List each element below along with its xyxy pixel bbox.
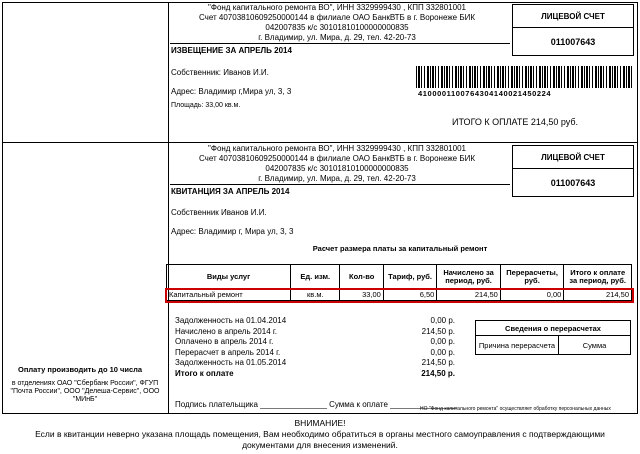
pay-until: Оплату производить до 10 числа (18, 365, 143, 374)
frame-right (637, 2, 638, 414)
footer-text-2: документами для внесения изменений. (242, 440, 398, 450)
th-accrued: Начислено за период, руб. (437, 265, 501, 290)
footer-text-1: Если в квитанции неверно указана площадь помещения, Вам необходимо обратиться в органы местного самоуправления с подтверждающими (35, 429, 605, 439)
summary-label: Оплачено в апрель 2014 г. (175, 337, 274, 346)
summary-row (175, 316, 455, 327)
notice-address: Адрес: Владимир г,Мира ул, 3, 3 (171, 87, 292, 96)
summary-value: 214,50 р. (421, 326, 455, 336)
frame-left (2, 2, 3, 414)
footer-warning: ВНИМАНИЕ! (294, 418, 346, 428)
th-unit: Ед. изм. (291, 265, 340, 290)
recalc-col-reason: Причина перерасчета (476, 336, 559, 355)
notice-account-number: 011007643 (550, 37, 596, 47)
summary-row (175, 327, 455, 338)
receipt-payee-4: г. Владимир, ул. Мира, д. 29, тел. 42-20-73 (258, 174, 416, 183)
summary-table (175, 316, 455, 379)
bank-list: в отделениях ОАО "Сбербанк России", ФГУП "Почта России", ООО "Делеша-Сервис", ООО "МИнБ" (10, 380, 160, 403)
notice-payee-underline (170, 43, 510, 44)
summary-row-total (175, 369, 455, 380)
summary-label: Задолженность на 01.04.2014 (175, 316, 287, 325)
recalc-col-sum: Сумма (559, 336, 631, 355)
service-table (166, 264, 632, 301)
cell-qty: 33,00 (340, 290, 383, 301)
notice-area: Площадь: 33,00 кв.м. (171, 102, 241, 109)
summary-label: Итого к оплате (175, 368, 234, 378)
cell-service: Капитальный ремонт (167, 290, 291, 301)
cell-recalc: 0,00 (500, 290, 564, 301)
consent-note: НО "Фонд капитального ремонта" осуществляет обработку персональных данных (420, 406, 611, 412)
receipt-payee-underline (170, 184, 510, 185)
notice-owner: Собственник: Иванов И.И. (171, 68, 269, 77)
cut-line (2, 142, 638, 143)
summary-value: 214,50 р. (421, 368, 455, 378)
receipt-account-divider (513, 168, 633, 169)
summary-row (175, 358, 455, 369)
summary-label: Перерасчет в апрель 2014 г. (175, 347, 281, 357)
cell-unit: кв.м. (291, 290, 340, 301)
receipt-payee-3: 042007835 к/с 30101810100000000835 (265, 164, 409, 173)
notice-payee-3: 042007835 к/с 30101810100000000835 (265, 23, 409, 32)
cell-accrued: 214,50 (437, 290, 501, 301)
th-service: Виды услуг (167, 265, 291, 290)
notice-payee-2: Счет 40703810609250000144 в филиале ОАО БанкВТБ в г. Воронеже БИК (198, 13, 475, 22)
summary-value: 0,00 р. (430, 347, 455, 357)
notice-total: ИТОГО К ОПЛАТЕ 214,50 руб. (452, 117, 579, 127)
summary-label: Начислено в апрель 2014 г. (175, 326, 278, 336)
summary-value: 0,00 р. (430, 337, 455, 346)
recalc-title: Сведения о перерасчетах (476, 321, 631, 336)
signature-line: Подпись плательщика _______________ Сумма к оплате _______________ (175, 400, 457, 409)
summary-row (175, 348, 455, 359)
th-total: Итого к оплате за период, руб. (564, 265, 632, 290)
th-tariff: Тариф, руб. (383, 265, 436, 290)
cell-total: 214,50 (564, 290, 632, 301)
column-divider (168, 2, 169, 414)
table-row (167, 290, 632, 301)
cell-tariff: 6,50 (383, 290, 436, 301)
th-recalc: Перерасчеты, руб. (500, 265, 564, 290)
barcode (416, 66, 632, 88)
receipt-account-label: ЛИЦЕВОЙ СЧЕТ (541, 153, 605, 162)
receipt-title: КВИТАНЦИЯ ЗА АПРЕЛЬ 2014 (171, 187, 290, 196)
notice-payee-1: "Фонд капитального ремонта ВО", ИНН 3329999430 , КПП 332801001 (208, 3, 466, 12)
notice-account-divider (513, 27, 633, 28)
receipt-address: Адрес: Владимир г, Мира ул, 3, 3 (171, 227, 294, 236)
calc-title: Расчет размера платы за капитальный ремонт (312, 244, 488, 253)
receipt-account-box (512, 145, 634, 197)
notice-account-label: ЛИЦЕВОЙ СЧЕТ (541, 12, 605, 21)
barcode-digits: 4100001100764304140021450224 (418, 89, 552, 98)
summary-label: Задолженность на 01.05.2014 (175, 358, 287, 367)
receipt-account-number: 011007643 (550, 178, 596, 188)
notice-account-box (512, 4, 634, 56)
service-table-header (167, 265, 632, 290)
receipt-payee-1: "Фонд капитального ремонта ВО", ИНН 3329999430 , КПП 332801001 (208, 144, 466, 153)
recalc-table (475, 320, 631, 355)
notice-title: ИЗВЕЩЕНИЕ ЗА АПРЕЛЬ 2014 (171, 46, 292, 55)
summary-value: 214,50 р. (421, 358, 455, 367)
receipt-payee-2: Счет 40703810609250000144 в филиале ОАО БанкВТБ в г. Воронеже БИК (198, 154, 475, 163)
receipt-owner: Собственник Иванов И.И. (171, 208, 267, 217)
th-qty: Кол-во (340, 265, 383, 290)
summary-row (175, 337, 455, 348)
frame-bottom (2, 413, 638, 414)
summary-value: 0,00 р. (430, 316, 455, 325)
notice-payee-4: г. Владимир, ул. Мира, д. 29, тел. 42-20-73 (258, 33, 416, 42)
